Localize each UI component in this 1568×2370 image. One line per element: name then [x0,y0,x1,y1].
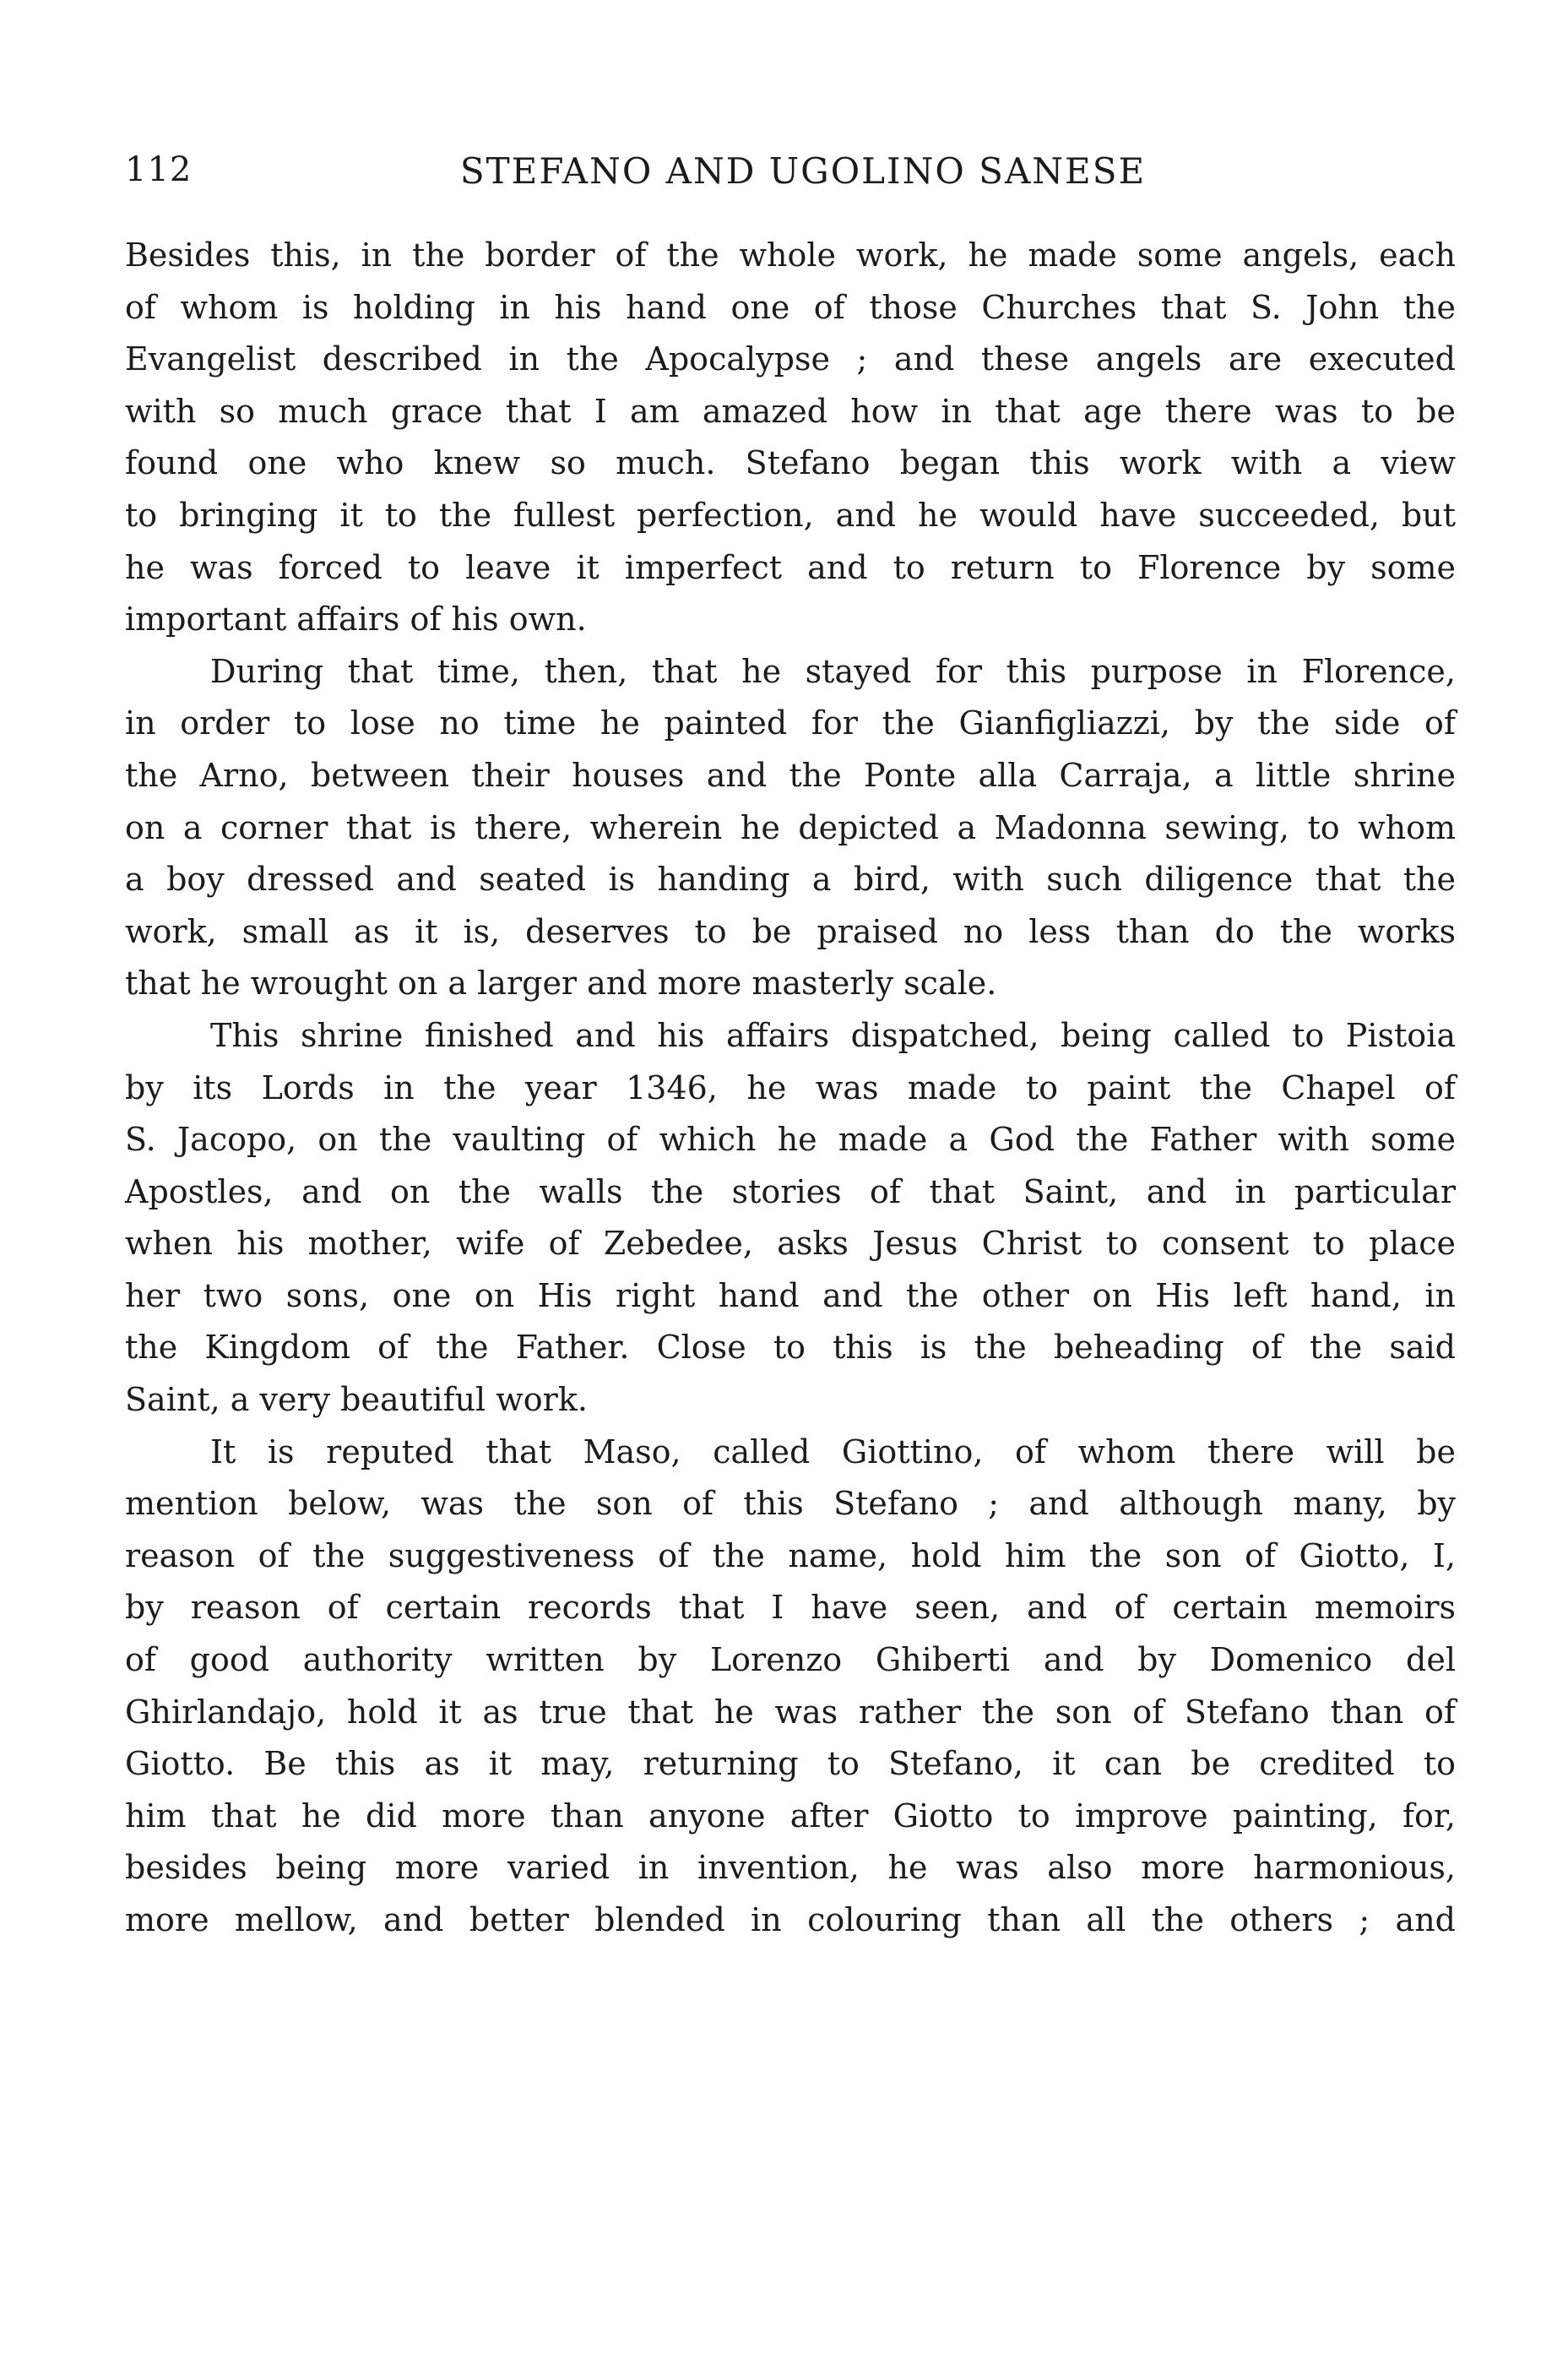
text-line: reason of the suggestiveness of the name, hold him the son of Giotto, I, [125,1536,1456,1574]
text-line: Saint, a very beautiful work. [125,1381,588,1419]
text-line: to bringing it to the fullest perfection, and he would have succeeded, but [125,496,1456,534]
text-line: Giotto. Be this as it may, returning to Stefano, it can be credited to [125,1745,1456,1783]
text-line: by reason of certain records that I have seen, and of certain memoirs [125,1589,1456,1627]
body-text [125,230,1456,1947]
text-line: a boy dressed and seated is handing a bird, with such diligence that the [125,861,1456,899]
page-header [125,150,1456,203]
text-line: he was forced to leave it imperfect and to return to Florence by some [125,548,1456,586]
text-line: S. Jacopo, on the vaulting of which he made a God the Father with some [125,1121,1456,1159]
text-line: This shrine finished and his affairs dispatched, being called to Pistoia [210,1016,1456,1054]
text-line: besides being more varied in invention, he was also more harmonious, [125,1849,1456,1887]
text-line: the Kingdom of the Father. Close to this is the beheading of the said [125,1329,1456,1367]
text-line: when his mother, wife of Zebedee, asks Jesus Christ to consent to place [125,1225,1456,1263]
text-line: him that he did more than anyone after Giotto to improve painting, for, [125,1797,1456,1835]
text-line: more mellow, and better blended in colouring than all the others ; and [125,1901,1456,1938]
text-line: her two sons, one on His right hand and the other on His left hand, in [125,1276,1456,1314]
text-line: It is reputed that Maso, called Giottino, of whom there will be [210,1432,1456,1470]
paragraph-3 [125,1010,1456,1427]
text-line: of good authority written by Lorenzo Ghiberti and by Domenico del [125,1641,1456,1679]
text-line: Besides this, in the border of the whole work, he made some angels, each [125,236,1456,274]
text-line: by its Lords in the year 1346, he was made to paint the Chapel of [125,1068,1456,1106]
text-line: found one who knew so much. Stefano began this work with a view [125,444,1456,482]
text-line: of whom is holding in his hand one of those Churches that S. John the [125,288,1456,326]
text-line: on a corner that is there, wherein he depicted a Madonna sewing, to whom [125,808,1456,846]
text-line: mention below, was the son of this Stefano ; and although many, by [125,1485,1456,1523]
paragraph-1 [125,230,1456,646]
text-line: with so much grace that I am amazed how in that age there was to be [125,392,1456,430]
paragraph-4 [125,1427,1456,1947]
text-line: that he wrought on a larger and more masterly scale. [125,965,997,1003]
text-line: the Arno, between their houses and the Ponte alla Carraja, a little shrine [125,756,1456,794]
paragraph-2 [125,646,1456,1010]
text-line: Apostles, and on the walls the stories of that Saint, and in particular [125,1172,1456,1210]
page-number: 112 [125,150,193,189]
text-line: Ghirlandajo, hold it as true that he was rather the son of Stefano than of [125,1693,1456,1731]
text-line: in order to lose no time he painted for the Gianfigliazzi, by the side of [125,704,1456,742]
text-line: Evangelist described in the Apocalypse ; and these angels are executed [125,340,1456,378]
text-line: During that time, then, that he stayed for this purpose in Florence, [210,652,1456,690]
text-line: important affairs of his own. [125,601,587,639]
running-head: STEFANO AND UGOLINO SANESE [459,150,1147,192]
text-line: work, small as it is, deserves to be praised no less than do the works [125,912,1456,950]
